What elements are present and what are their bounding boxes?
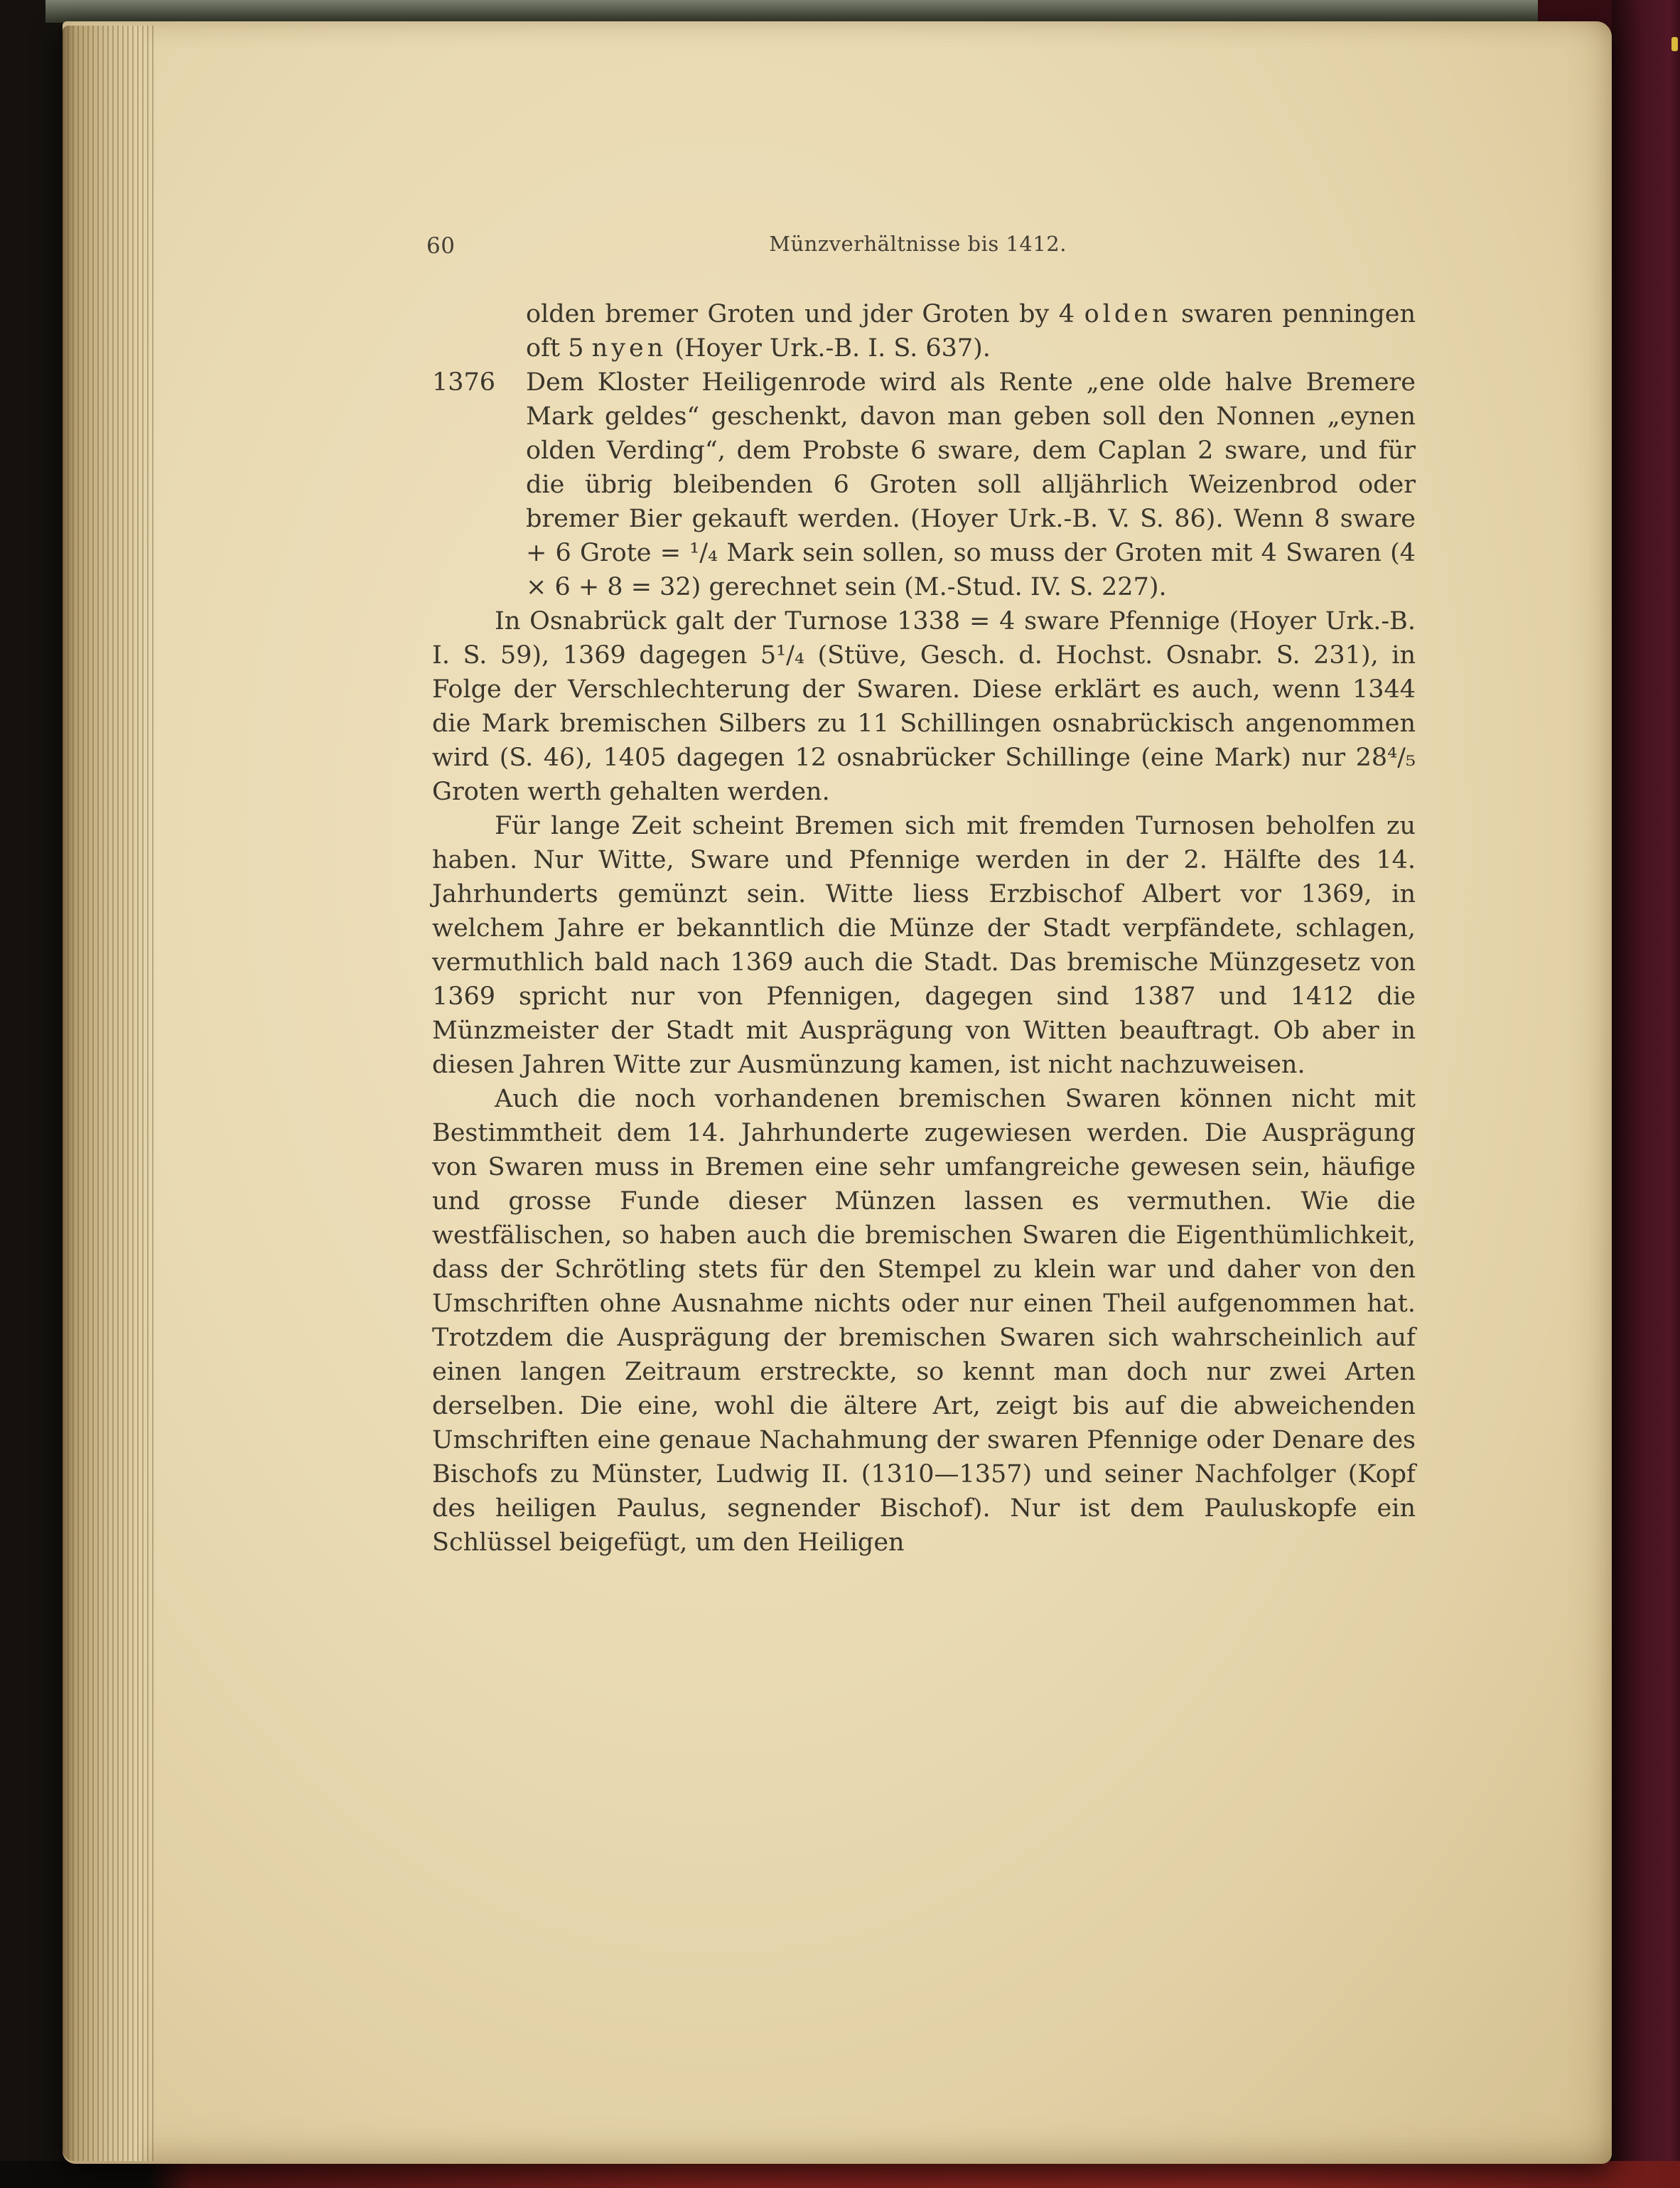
text-run: (Hoyer Urk.-B. I. S. 637). bbox=[667, 334, 991, 363]
book-binding-top-edge bbox=[45, 0, 1578, 23]
page-gilt-speck bbox=[1671, 37, 1678, 51]
body-text bbox=[432, 297, 1416, 1560]
text-run-letterspaced: nyen bbox=[591, 334, 667, 363]
entry-1376 bbox=[432, 365, 1416, 604]
entry-1376-text: Dem Kloster Heiligenrode wird als Rente „ene olde halve Bremere Mark geldes“ geschenkt, davon man geben soll den Nonnen „eynen olden Verding“, dem Probste 6 sware, dem Caplan 2 sware, und für die übrig bleibenden 6 Groten soll alljährlich Weizenbrod oder bremer Bier gekauft werden. (Hoyer Urk.-B. V. S. 86). Wenn 8 sware + 6 Grote = ¹/₄ Mark sein sollen, so muss der Groten mit 4 Swaren (4 × 6 + 8 = 32) gerechnet sein (M.-Stud. IV. S. 227). bbox=[526, 368, 1416, 601]
text-run-letterspaced: olden bbox=[1084, 300, 1172, 328]
text-run: olden bremer Groten und jder Groten by 4 bbox=[526, 300, 1084, 328]
page-number: 60 bbox=[426, 233, 456, 259]
page-content bbox=[426, 21, 1416, 2164]
paragraph-swaren: Auch die noch vorhandenen bremischen Swaren können nicht mit Bestimmtheit dem 14. Jahrhunderte zugewiesen werden. Die Ausprägung von Swaren muss in Bremen eine sehr umfangreiche gewesen sein, häufige und grosse Funde dieser Münzen lassen es vermuthen. Wie die westfälischen, so haben auch die bremischen Swaren die Eigenthümlichkeit, dass der Schrötling stets für den Stempel zu klein war und daher von den Umschriften ohne Ausnahme nichts oder nur einen Theil aufgenommen hat. Trotzdem die Ausprägung der bremischen Swaren sich wahrscheinlich auf einen langen Zeitraum erstreckte, so kennt man doch nur zwei Arten derselben. Die eine, wohl die ältere Art, zeigt bis auf die abweichenden Umschriften eine genaue Nachahmung der swaren Pfennige oder Denare des Bischofs zu Münster, Ludwig II. (1310—1357) und seiner Nachfolger (Kopf des heiligen Paulus, segnender Bischof). Nur ist dem Pauluskopfe ein Schlüssel beigefügt, um den Heiligen bbox=[432, 1085, 1416, 1557]
book-cover-right-edge bbox=[1612, 0, 1680, 2188]
text-run: swaren penningen oft 5 bbox=[526, 300, 1416, 363]
book-page bbox=[63, 21, 1612, 2164]
paragraph-osnabrueck: In Osnabrück galt der Turnose 1338 = 4 sware Pfennige (Hoyer Urk.-B. I. S. 59), 1369 dagegen 5¹/₄ (Stüve, Gesch. d. Hochst. Osnabr. S. 231), in Folge der Verschlechterung der Swaren. Diese erklärt es auch, wenn 1344 die Mark bremischen Silbers zu 11 Schillingen osnabrückisch angenommen wird (S. 46), 1405 dagegen 12 osnabrücker Schillinge (eine Mark) nur 28⁴/₅ Groten werth gehalten werden. bbox=[432, 607, 1416, 806]
running-header: Münzverhältnisse bis 1412. bbox=[769, 232, 1067, 256]
entry-year-label: 1376 bbox=[432, 368, 496, 397]
paragraph-turnosen: Für lange Zeit scheint Bremen sich mit fremden Turnosen beholfen zu haben. Nur Witte, Sware und Pfennige werden in der 2. Hälfte des 14. Jahrhunderts gemünzt sein. Witte liess Erzbischof Albert vor 1369, in welchem Jahre er bekanntlich die Münze der Stadt verpfändete, schlagen, vermuthlich bald nach 1369 auch die Stadt. Das bremische Münzgesetz von 1369 spricht nur von Pfennigen, dagegen sind 1387 und 1412 die Münzmeister der Stadt mit Ausprägung von Witten beauftragt. Ob aber in diesen Jahren Witte zur Ausmünzung kamen, ist nicht nachzuweisen. bbox=[432, 812, 1416, 1079]
book-cover-bottom-edge bbox=[0, 2161, 1680, 2188]
stacked-page-edges bbox=[63, 26, 156, 2161]
paragraph-continuation bbox=[526, 297, 1416, 365]
